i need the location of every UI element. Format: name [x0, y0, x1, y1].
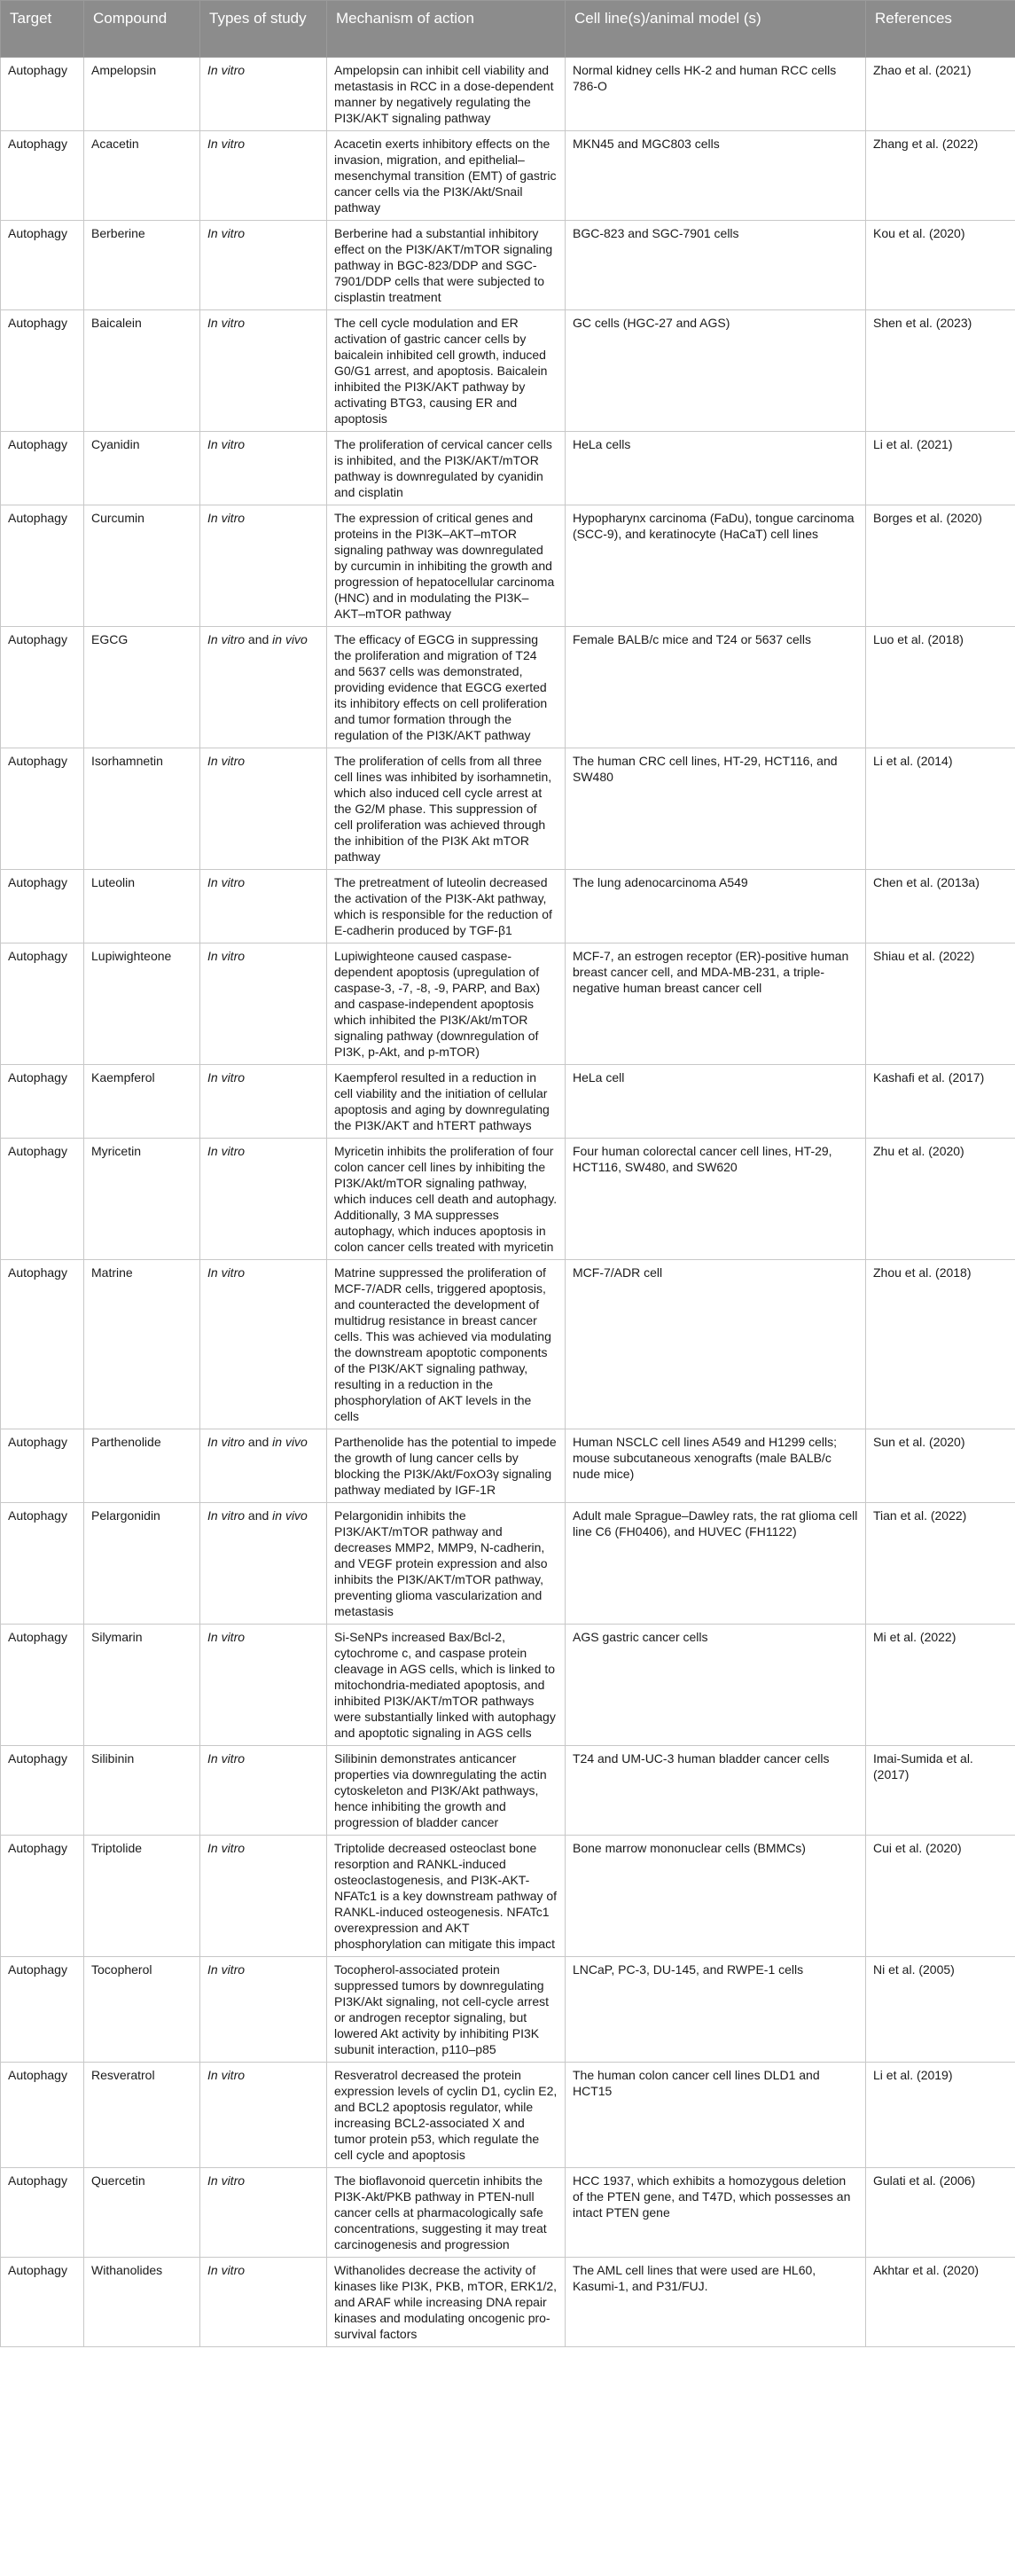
table-row — [1, 1957, 1015, 2063]
cell-cell-lines: MCF-7/ADR cell — [566, 1260, 866, 1429]
header-cell-lines: Cell line(s)/animal model (s) — [566, 1, 866, 58]
cell-mechanism: Lupiwighteone caused caspase-dependent apoptosis (upregulation of caspase-3, -7, -8, -9, PARP, and Bax) and caspase-independent apoptosis which inhibited the PI3K/Akt/mTOR signaling pathway (downregulation of PI3K, p-Akt, and p-mTOR) — [327, 943, 566, 1065]
table-row — [1, 2168, 1015, 2258]
cell-cell-lines: AGS gastric cancer cells — [566, 1625, 866, 1746]
cell-target: Autophagy — [1, 1260, 84, 1429]
cell-reference: Akhtar et al. (2020) — [866, 2258, 1015, 2347]
cell-study-type: In vitro — [200, 2258, 327, 2347]
cell-mechanism: The bioflavonoid quercetin inhibits the PI3K-Akt/PKB pathway in PTEN-null cancer cells at pharmacologically safe concentrations, suggesting it may treat carcinogenesis and progression — [327, 2168, 566, 2258]
cell-target: Autophagy — [1, 748, 84, 870]
cell-cell-lines: Human NSCLC cell lines A549 and H1299 cells; mouse subcutaneous xenografts (male BALB/c nude mice) — [566, 1429, 866, 1503]
cell-reference: Gulati et al. (2006) — [866, 2168, 1015, 2258]
cell-compound: Matrine — [84, 1260, 200, 1429]
cell-study-type: In vitro and in vivo — [200, 1503, 327, 1625]
cell-study-type: In vitro — [200, 1746, 327, 1836]
cell-reference: Zhu et al. (2020) — [866, 1139, 1015, 1260]
cell-reference: Li et al. (2014) — [866, 748, 1015, 870]
cell-cell-lines: HeLa cells — [566, 432, 866, 505]
cell-target: Autophagy — [1, 2258, 84, 2347]
cell-compound: Ampelopsin — [84, 58, 200, 131]
cell-compound: EGCG — [84, 627, 200, 748]
cell-cell-lines: BGC-823 and SGC-7901 cells — [566, 221, 866, 310]
cell-cell-lines: HeLa cell — [566, 1065, 866, 1139]
table-header — [1, 1, 1015, 58]
cell-mechanism: Myricetin inhibits the proliferation of four colon cancer cell lines by inhibiting the PI3K/Akt/mTOR signaling pathway, which induces cell death and autophagy. Additionally, 3 MA suppresses autophagy, which induces apoptosis in colon cancer cells treated with myricetin — [327, 1139, 566, 1260]
cell-reference: Kashafi et al. (2017) — [866, 1065, 1015, 1139]
cell-reference: Zhang et al. (2022) — [866, 131, 1015, 221]
table-body — [1, 58, 1015, 2347]
cell-target: Autophagy — [1, 2168, 84, 2258]
cell-mechanism: The proliferation of cervical cancer cells is inhibited, and the PI3K/AKT/mTOR pathway is downregulated by cyanidin and cisplatin — [327, 432, 566, 505]
table-row — [1, 1836, 1015, 1957]
table-row — [1, 1429, 1015, 1503]
cell-compound: Tocopherol — [84, 1957, 200, 2063]
cell-study-type: In vitro — [200, 58, 327, 131]
cell-target: Autophagy — [1, 1625, 84, 1746]
cell-target: Autophagy — [1, 1957, 84, 2063]
table-row — [1, 748, 1015, 870]
cell-compound: Acacetin — [84, 131, 200, 221]
cell-compound: Resveratrol — [84, 2063, 200, 2168]
cell-cell-lines: GC cells (HGC-27 and AGS) — [566, 310, 866, 432]
table-row — [1, 1139, 1015, 1260]
cell-study-type: In vitro — [200, 1065, 327, 1139]
cell-reference: Borges et al. (2020) — [866, 505, 1015, 627]
cell-compound: Silymarin — [84, 1625, 200, 1746]
cell-compound: Isorhamnetin — [84, 748, 200, 870]
table-row — [1, 1065, 1015, 1139]
cell-cell-lines: Bone marrow mononuclear cells (BMMCs) — [566, 1836, 866, 1957]
cell-study-type: In vitro — [200, 505, 327, 627]
table-row — [1, 131, 1015, 221]
cell-mechanism: Parthenolide has the potential to impede the growth of lung cancer cells by blocking the PI3K/Akt/FoxO3γ signaling pathway mediated by IGF-1R — [327, 1429, 566, 1503]
cell-cell-lines: The human colon cancer cell lines DLD1 and HCT15 — [566, 2063, 866, 2168]
cell-mechanism: The pretreatment of luteolin decreased the activation of the PI3K-Akt pathway, which is responsible for the reduction of E-cadherin produced by TGF-β1 — [327, 870, 566, 943]
cell-target: Autophagy — [1, 1836, 84, 1957]
cell-target: Autophagy — [1, 432, 84, 505]
cell-study-type: In vitro — [200, 870, 327, 943]
table-row — [1, 1260, 1015, 1429]
table-row — [1, 943, 1015, 1065]
table-row — [1, 505, 1015, 627]
cell-cell-lines: The lung adenocarcinoma A549 — [566, 870, 866, 943]
cell-reference: Zhao et al. (2021) — [866, 58, 1015, 131]
cell-study-type: In vitro — [200, 1625, 327, 1746]
cell-mechanism: The efficacy of EGCG in suppressing the proliferation and migration of T24 and 5637 cells was demonstrated, providing evidence that EGCG exerted its inhibitory effects on cell proliferation and tumor formation through the regulation of the PI3K/AKT pathway — [327, 627, 566, 748]
cell-target: Autophagy — [1, 1065, 84, 1139]
cell-study-type: In vitro — [200, 432, 327, 505]
cell-target: Autophagy — [1, 1429, 84, 1503]
cell-target: Autophagy — [1, 505, 84, 627]
cell-target: Autophagy — [1, 2063, 84, 2168]
cell-target: Autophagy — [1, 1746, 84, 1836]
cell-cell-lines: Four human colorectal cancer cell lines, HT-29, HCT116, SW480, and SW620 — [566, 1139, 866, 1260]
cell-reference: Kou et al. (2020) — [866, 221, 1015, 310]
cell-reference: Tian et al. (2022) — [866, 1503, 1015, 1625]
table-row — [1, 221, 1015, 310]
cell-compound: Berberine — [84, 221, 200, 310]
table-row — [1, 2258, 1015, 2347]
cell-mechanism: Tocopherol-associated protein suppressed tumors by downregulating PI3K/Akt signaling, not cell-cycle arrest or androgen receptor signaling, but lowered Akt activity by inhibiting PI3K subunit interaction, p110–p85 — [327, 1957, 566, 2063]
cell-reference: Shiau et al. (2022) — [866, 943, 1015, 1065]
cell-study-type: In vitro — [200, 1957, 327, 2063]
cell-reference: Luo et al. (2018) — [866, 627, 1015, 748]
cell-reference: Ni et al. (2005) — [866, 1957, 1015, 2063]
cell-compound: Silibinin — [84, 1746, 200, 1836]
cell-cell-lines: MCF-7, an estrogen receptor (ER)-positive human breast cancer cell, and MDA-MB-231, a triple-negative human breast cancer cell — [566, 943, 866, 1065]
cell-target: Autophagy — [1, 1139, 84, 1260]
table-row — [1, 870, 1015, 943]
cell-cell-lines: Normal kidney cells HK-2 and human RCC cells 786-O — [566, 58, 866, 131]
cell-cell-lines: Hypopharynx carcinoma (FaDu), tongue carcinoma (SCC-9), and keratinocyte (HaCaT) cell lines — [566, 505, 866, 627]
cell-mechanism: Resveratrol decreased the protein expression levels of cyclin D1, cyclin E2, and BCL2 apoptosis regulator, while increasing BCL2-associated X and tumor protein p53, which regulate the cell cycle and apoptosis — [327, 2063, 566, 2168]
cell-reference: Mi et al. (2022) — [866, 1625, 1015, 1746]
header-mechanism: Mechanism of action — [327, 1, 566, 58]
table-row — [1, 1746, 1015, 1836]
header-row — [1, 1, 1015, 58]
cell-target: Autophagy — [1, 310, 84, 432]
cell-mechanism: Acacetin exerts inhibitory effects on the invasion, migration, and epithelial–mesenchymal transition (EMT) of gastric cancer cells via the PI3K/Akt/Snail pathway — [327, 131, 566, 221]
cell-compound: Luteolin — [84, 870, 200, 943]
cell-compound: Myricetin — [84, 1139, 200, 1260]
cell-study-type: In vitro — [200, 943, 327, 1065]
cell-mechanism: Matrine suppressed the proliferation of MCF-7/ADR cells, triggered apoptosis, and counteracted the development of multidrug resistance in breast cancer cells. This was achieved via modulating the downstream apoptotic components of the PI3K/AKT signaling pathway, resulting in a reduction in the phosphorylation of AKT levels in the cells — [327, 1260, 566, 1429]
cell-study-type: In vitro — [200, 1139, 327, 1260]
cell-compound: Pelargonidin — [84, 1503, 200, 1625]
cell-cell-lines: LNCaP, PC-3, DU-145, and RWPE-1 cells — [566, 1957, 866, 2063]
cell-compound: Lupiwighteone — [84, 943, 200, 1065]
cell-study-type: In vitro — [200, 748, 327, 870]
table-row — [1, 432, 1015, 505]
table-row — [1, 2063, 1015, 2168]
header-study-type: Types of study — [200, 1, 327, 58]
cell-study-type: In vitro — [200, 221, 327, 310]
header-target: Target — [1, 1, 84, 58]
cell-study-type: In vitro and in vivo — [200, 627, 327, 748]
cell-mechanism: Kaempferol resulted in a reduction in cell viability and the initiation of cellular apoptosis and aging by downregulating the PI3K/AKT and hTERT pathways — [327, 1065, 566, 1139]
header-references: References — [866, 1, 1015, 58]
cell-reference: Li et al. (2019) — [866, 2063, 1015, 2168]
cell-compound: Kaempferol — [84, 1065, 200, 1139]
cell-mechanism: The cell cycle modulation and ER activation of gastric cancer cells by baicalein inhibited cell growth, induced G0/G1 arrest, and apoptosis. Baicalein inhibited the PI3K/AKT pathway by activating BTG3, causing ER and apoptosis — [327, 310, 566, 432]
cell-reference: Cui et al. (2020) — [866, 1836, 1015, 1957]
cell-mechanism: Ampelopsin can inhibit cell viability and metastasis in RCC in a dose-dependent manner by negatively regulating the PI3K/AKT signaling pathway — [327, 58, 566, 131]
cell-compound: Quercetin — [84, 2168, 200, 2258]
cell-study-type: In vitro — [200, 1260, 327, 1429]
table-row — [1, 1503, 1015, 1625]
cell-reference: Imai-Sumida et al. (2017) — [866, 1746, 1015, 1836]
cell-cell-lines: HCC 1937, which exhibits a homozygous deletion of the PTEN gene, and T47D, which possesses an intact PTEN gene — [566, 2168, 866, 2258]
cell-compound: Baicalein — [84, 310, 200, 432]
cell-study-type: In vitro — [200, 1836, 327, 1957]
cell-compound: Cyanidin — [84, 432, 200, 505]
cell-reference: Shen et al. (2023) — [866, 310, 1015, 432]
cell-mechanism: Berberine had a substantial inhibitory effect on the PI3K/AKT/mTOR signaling pathway in BGC-823/DDP and SGC-7901/DDP cells that were subjected to cisplastin treatment — [327, 221, 566, 310]
cell-compound: Parthenolide — [84, 1429, 200, 1503]
cell-study-type: In vitro — [200, 310, 327, 432]
cell-study-type: In vitro — [200, 2168, 327, 2258]
cell-cell-lines: Female BALB/c mice and T24 or 5637 cells — [566, 627, 866, 748]
cell-reference: Chen et al. (2013a) — [866, 870, 1015, 943]
cell-mechanism: Pelargonidin inhibits the PI3K/AKT/mTOR pathway and decreases MMP2, MMP9, N-cadherin, and VEGF protein expression and also inhibits the PI3K/AKT/mTOR pathway, preventing glioma vascularization and metastasis — [327, 1503, 566, 1625]
cell-target: Autophagy — [1, 221, 84, 310]
cell-cell-lines: Adult male Sprague–Dawley rats, the rat glioma cell line C6 (FH0406), and HUVEC (FH1122) — [566, 1503, 866, 1625]
cell-reference: Zhou et al. (2018) — [866, 1260, 1015, 1429]
table-row — [1, 1625, 1015, 1746]
cell-reference: Li et al. (2021) — [866, 432, 1015, 505]
cell-compound: Withanolides — [84, 2258, 200, 2347]
cell-mechanism: Withanolides decrease the activity of kinases like PI3K, PKB, mTOR, ERK1/2, and ARAF while increasing DNA repair kinases and modulating oncogenic pro-survival factors — [327, 2258, 566, 2347]
table-row — [1, 58, 1015, 131]
cell-target: Autophagy — [1, 1503, 84, 1625]
cell-cell-lines: The AML cell lines that were used are HL60, Kasumi-1, and P31/FUJ. — [566, 2258, 866, 2347]
cell-target: Autophagy — [1, 870, 84, 943]
cell-mechanism: The expression of critical genes and proteins in the PI3K–AKT–mTOR signaling pathway was downregulated by curcumin in inhibiting the growth and progression of hepatocellular carcinoma (HNC) and in modulating the PI3K–AKT–mTOR pathway — [327, 505, 566, 627]
cell-target: Autophagy — [1, 58, 84, 131]
cell-cell-lines: The human CRC cell lines, HT-29, HCT116, and SW480 — [566, 748, 866, 870]
cell-target: Autophagy — [1, 943, 84, 1065]
cell-study-type: In vitro — [200, 131, 327, 221]
cell-cell-lines: MKN45 and MGC803 cells — [566, 131, 866, 221]
cell-target: Autophagy — [1, 627, 84, 748]
cell-mechanism: The proliferation of cells from all three cell lines was inhibited by isorhamnetin, which also induced cell cycle arrest at the G2/M phase. This suppression of cell proliferation was achieved through the inhibition of the PI3K Akt mTOR pathway — [327, 748, 566, 870]
cell-mechanism: Silibinin demonstrates anticancer properties via downregulating the actin cytoskeleton and PI3K/Akt pathways, hence inhibiting the growth and progression of bladder cancer — [327, 1746, 566, 1836]
cell-study-type: In vitro and in vivo — [200, 1429, 327, 1503]
cell-cell-lines: T24 and UM-UC-3 human bladder cancer cells — [566, 1746, 866, 1836]
cell-compound: Triptolide — [84, 1836, 200, 1957]
cell-study-type: In vitro — [200, 2063, 327, 2168]
cell-compound: Curcumin — [84, 505, 200, 627]
cell-reference: Sun et al. (2020) — [866, 1429, 1015, 1503]
table-row — [1, 310, 1015, 432]
table-row — [1, 627, 1015, 748]
cell-target: Autophagy — [1, 131, 84, 221]
header-compound: Compound — [84, 1, 200, 58]
cell-mechanism: Triptolide decreased osteoclast bone resorption and RANKL-induced osteoclastogenesis, and PI3K-AKT-NFATc1 is a key downstream pathway of RANKL-induced osteogenesis. NFATc1 overexpression and AKT phosphorylation can mitigate this impact — [327, 1836, 566, 1957]
cell-mechanism: Si-SeNPs increased Bax/Bcl-2, cytochrome c, and caspase protein cleavage in AGS cells, which is linked to mitochondria-mediated apoptosis, and inhibited PI3K/AKT/mTOR pathways were substantially linked with autophagy and apoptotic signaling in AGS cells — [327, 1625, 566, 1746]
